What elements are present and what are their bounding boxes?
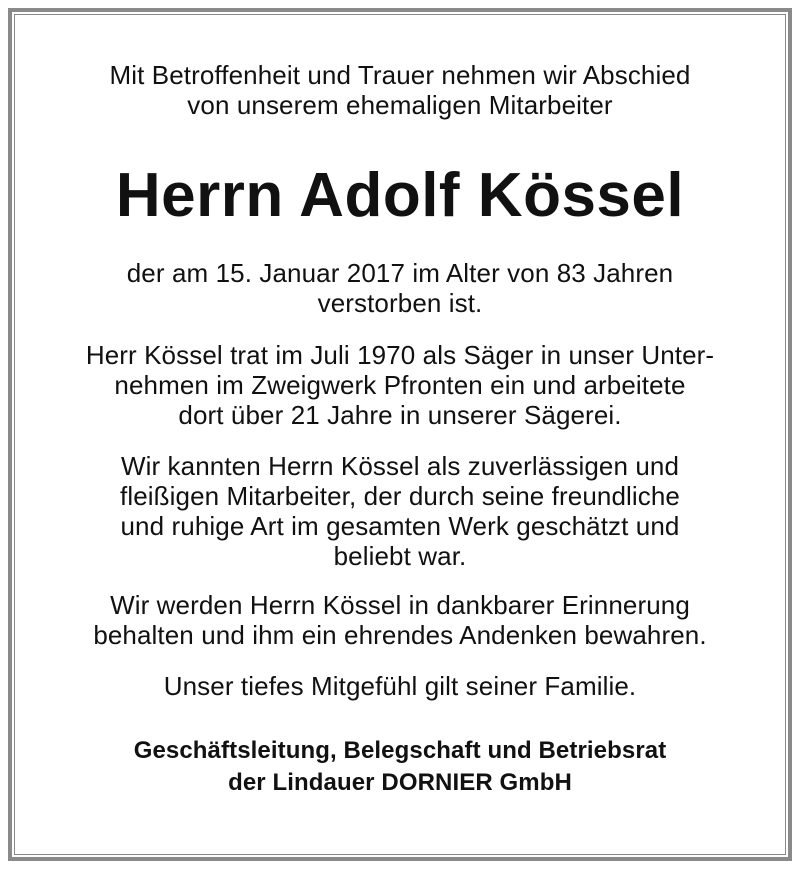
deceased-name: Herrn Adolf Kössel	[115, 161, 685, 230]
intro-line-1: Mit Betroffenheit und Trauer nehmen wir Abschied	[109, 60, 691, 90]
employment-line-1: Herr Kössel trat im Juli 1970 als Säger in unser Unter-	[85, 340, 715, 370]
employment-line-2: nehmen im Zweigwerk Pfronten ein und arbeitete	[114, 370, 686, 400]
condolence-paragraph	[0, 671, 800, 701]
character-line-2: fleißigen Mitarbeiter, der durch seine freundliche	[120, 481, 680, 511]
signature-line-1: Geschäftsleitung, Belegschaft und Betriebsrat	[133, 737, 667, 764]
remembrance-paragraph	[0, 590, 800, 650]
death-date-paragraph	[0, 258, 800, 318]
inner-border	[14, 14, 786, 855]
signature-line-2: der Lindauer DORNIER GmbH	[228, 769, 572, 796]
character-line-1: Wir kannten Herrn Kössel als zuverlässigen und	[120, 451, 680, 481]
character-paragraph	[0, 451, 800, 571]
character-line-4: beliebt war.	[333, 541, 467, 571]
character-line-3: und ruhige Art im gesamten Werk geschätzt und	[120, 511, 680, 541]
employment-line-3: dort über 21 Jahre in unserer Sägerei.	[178, 400, 622, 430]
employment-paragraph	[0, 340, 800, 430]
signature-block	[0, 735, 800, 799]
remembrance-line-2: behalten und ihm ein ehrendes Andenken bewahren.	[93, 620, 707, 650]
death-date-line-2: verstorben ist.	[317, 288, 483, 318]
intro-text	[0, 60, 800, 120]
condolence-line-1: Unser tiefes Mitgefühl gilt seiner Familie.	[163, 671, 637, 701]
remembrance-line-1: Wir werden Herrn Kössel in dankbarer Erinnerung	[110, 590, 690, 620]
death-date-line-1: der am 15. Januar 2017 im Alter von 83 Jahren	[126, 258, 674, 288]
intro-line-2: von unserem ehemaligen Mitarbeiter	[187, 90, 613, 120]
